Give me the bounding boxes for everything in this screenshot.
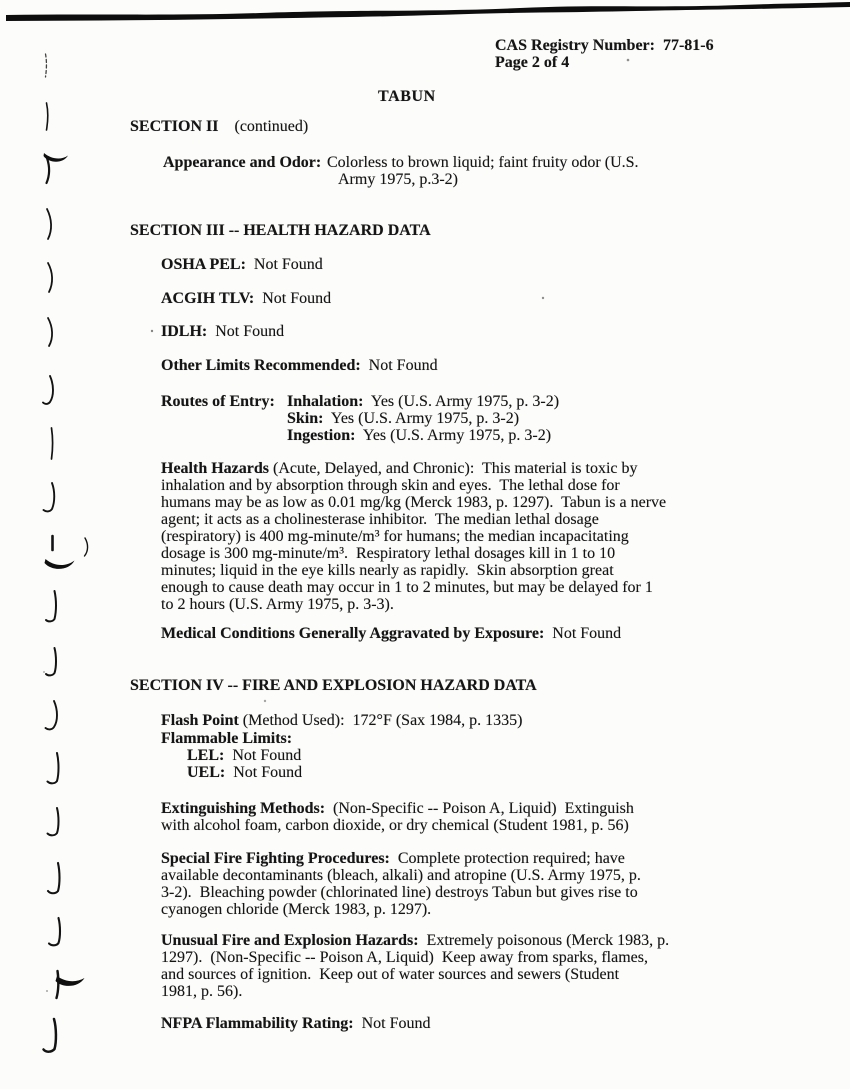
uel-row (187, 764, 302, 781)
nfpa-rating-label: NFPA Flammability Rating: (161, 1015, 354, 1032)
page-edge-line (6, 2, 850, 21)
extinguishing-methods-paragraph (161, 800, 634, 834)
nfpa-rating-row (161, 1015, 430, 1032)
health-hazards-line: minutes; liquid in the eye kills nearly as rapidly. Skin absorption great (161, 562, 614, 579)
special-fire-fighting-line: 3-2). Bleaching powder (chlorinated line) destroys Tabun but gives rise to (161, 884, 638, 901)
route-skin-value: Yes (U.S. Army 1975, p. 3-2) (323, 410, 520, 427)
nfpa-rating-value: Not Found (353, 1015, 431, 1032)
binding-mark (48, 808, 59, 835)
special-fire-fighting-text: Complete protection required; have (389, 850, 625, 867)
medical-conditions-row (161, 625, 621, 642)
binding-mark (44, 483, 55, 511)
uel-value: Not Found (225, 764, 303, 781)
route-inhalation-label: Inhalation: (287, 393, 364, 410)
unusual-hazards-line: and sources of ignition. Keep out of water sources and sewers (Student (161, 966, 620, 983)
flash-point-label: Flash Point (161, 712, 239, 729)
idlh-row (161, 323, 284, 340)
binding-mark (43, 376, 53, 404)
binding-mark (49, 918, 60, 945)
route-row (287, 410, 559, 427)
binding-mark (45, 559, 75, 569)
binding-mark (56, 976, 85, 986)
scan-speck (542, 297, 544, 299)
binding-mark (57, 971, 59, 998)
extinguishing-methods-text: (Non-Specific -- Poison A, Liquid) Extinguish (325, 800, 634, 817)
route-ingestion-value: Yes (U.S. Army 1975, p. 3-2) (355, 427, 552, 444)
special-fire-fighting-line: available decontaminants (bleach, alkali) and atropine (U.S. Army 1975, p. (161, 867, 641, 884)
health-hazards-line (161, 460, 666, 477)
medical-conditions-value: Not Found (544, 625, 622, 642)
flash-point-row (161, 712, 523, 729)
binding-mark (44, 153, 69, 162)
special-fire-fighting-line: cyanogen chloride (Merck 1983, p. 1297). (161, 901, 432, 918)
extinguishing-methods-label: Extinguishing Methods: (161, 800, 326, 817)
route-inhalation-value: Yes (U.S. Army 1975, p. 3-2) (363, 393, 560, 410)
scan-speck (627, 59, 630, 62)
health-hazards-paragraph (161, 460, 666, 613)
unusual-hazards-line: 1297). (Non-Specific -- Poison A, Liquid) Keep away from sparks, flames, (161, 949, 648, 966)
binding-mark (47, 103, 48, 130)
acgih-tlv-value: Not Found (254, 290, 332, 307)
health-hazards-line: humans may be as low as 0.01 mg/kg (Merck 1983, p. 1297). Tabun is a nerve (161, 494, 667, 511)
other-limits-label: Other Limits Recommended: (161, 357, 361, 374)
other-limits-row (161, 357, 438, 374)
section2-heading-label: SECTION II (130, 118, 219, 135)
route-ingestion-label: Ingestion: (287, 427, 356, 444)
lel-value: Not Found (224, 747, 302, 764)
health-hazards-line: to 2 hours (U.S. Army 1975, p. 3-3). (161, 596, 394, 613)
binding-mark (52, 428, 53, 459)
unusual-hazards-label: Unusual Fire and Explosion Hazards: (161, 932, 419, 949)
flammable-limits-label: Flammable Limits: (161, 730, 293, 747)
cas-registry-number: CAS Registry Number: 77-81-6 (495, 37, 714, 54)
other-limits-value: Not Found (360, 357, 438, 374)
health-hazards-line: inhalation and by absorption through skin and eyes. The lethal dose for (161, 477, 620, 494)
doc-title: TABUN (378, 88, 436, 105)
special-fire-fighting-line (161, 850, 641, 867)
health-hazards-text: (Acute, Delayed, and Chronic): This material is toxic by (269, 460, 638, 477)
unusual-hazards-paragraph (161, 932, 669, 1000)
lel-label: LEL: (187, 747, 225, 764)
binding-mark (47, 158, 50, 183)
appearance-odor-line: Army 1975, p.3-2) (338, 171, 458, 188)
acgih-tlv-row (161, 290, 331, 307)
osha-pel-row (161, 256, 323, 273)
route-skin-label: Skin: (287, 410, 324, 427)
binding-mark (48, 863, 60, 893)
binding-mark (48, 263, 52, 292)
binding-mark (46, 701, 58, 729)
extinguishing-methods-line: with alcohol foam, carbon dioxide, or dry chemical (Student 1981, p. 56) (161, 817, 629, 834)
health-hazards-line: agent; it acts as a cholinesterase inhibitor. The median lethal dosage (161, 511, 599, 528)
binding-mark (48, 318, 52, 346)
section4-heading: SECTION IV -- FIRE AND EXPLOSION HAZARD DATA (130, 677, 537, 694)
appearance-odor-value (327, 154, 639, 188)
section2-heading (130, 118, 308, 135)
unusual-hazards-line (161, 932, 669, 949)
binding-mark (46, 591, 56, 621)
lel-row (187, 747, 301, 764)
acgih-tlv-label: ACGIH TLV: (161, 290, 255, 307)
routes-of-entry-label: Routes of Entry: (161, 393, 275, 410)
extinguishing-methods-line (161, 800, 634, 817)
medical-conditions-label: Medical Conditions Generally Aggravated by Exposure: (161, 625, 545, 642)
special-fire-fighting-paragraph (161, 850, 641, 918)
unusual-hazards-text: Extremely poisonous (Merck 1983, p. (418, 932, 670, 949)
special-fire-fighting-label: Special Fire Fighting Procedures: (161, 850, 390, 867)
appearance-odor-line: Colorless to brown liquid; faint fruity odor (U.S. (327, 154, 639, 171)
binding-mark (46, 648, 56, 675)
section3-heading: SECTION III -- HEALTH HAZARD DATA (130, 222, 431, 239)
scan-speck (43, 671, 45, 673)
health-hazards-line: enough to cause death may occur in 1 to 2 minutes, but may be delayed for 1 (161, 579, 653, 596)
page-indicator: Page 2 of 4 (495, 54, 570, 71)
binding-mark (47, 209, 51, 239)
health-hazards-line: dosage is 300 mg-minute/m³. Respiratory lethal dosages kill in 1 to 10 (161, 545, 616, 562)
osha-pel-value: Not Found (245, 256, 323, 273)
scan-speck (46, 990, 48, 992)
idlh-value: Not Found (207, 323, 285, 340)
scan-speck (151, 330, 153, 332)
uel-label: UEL: (187, 764, 226, 781)
health-hazards-line: (respiratory) is 400 mg-minute/m³ for humans; the median incapacitating (161, 528, 629, 545)
binding-mark (46, 54, 47, 77)
binding-mark (85, 538, 88, 556)
flash-point-value: (Method Used): 172°F (Sax 1984, p. 1335) (238, 712, 523, 729)
section2-heading-suffix: (continued) (218, 118, 309, 135)
idlh-label: IDLH: (161, 323, 208, 340)
route-row (287, 393, 559, 410)
scan-speck (264, 700, 266, 702)
osha-pel-label: OSHA PEL: (161, 256, 246, 273)
appearance-odor-label: Appearance and Odor: (163, 154, 322, 171)
unusual-hazards-line: 1981, p. 56). (161, 983, 243, 1000)
route-row (287, 427, 559, 444)
binding-mark (48, 753, 59, 783)
binding-mark (44, 1019, 56, 1052)
health-hazards-label: Health Hazards (161, 460, 269, 477)
routes-of-entry-values (287, 393, 559, 444)
